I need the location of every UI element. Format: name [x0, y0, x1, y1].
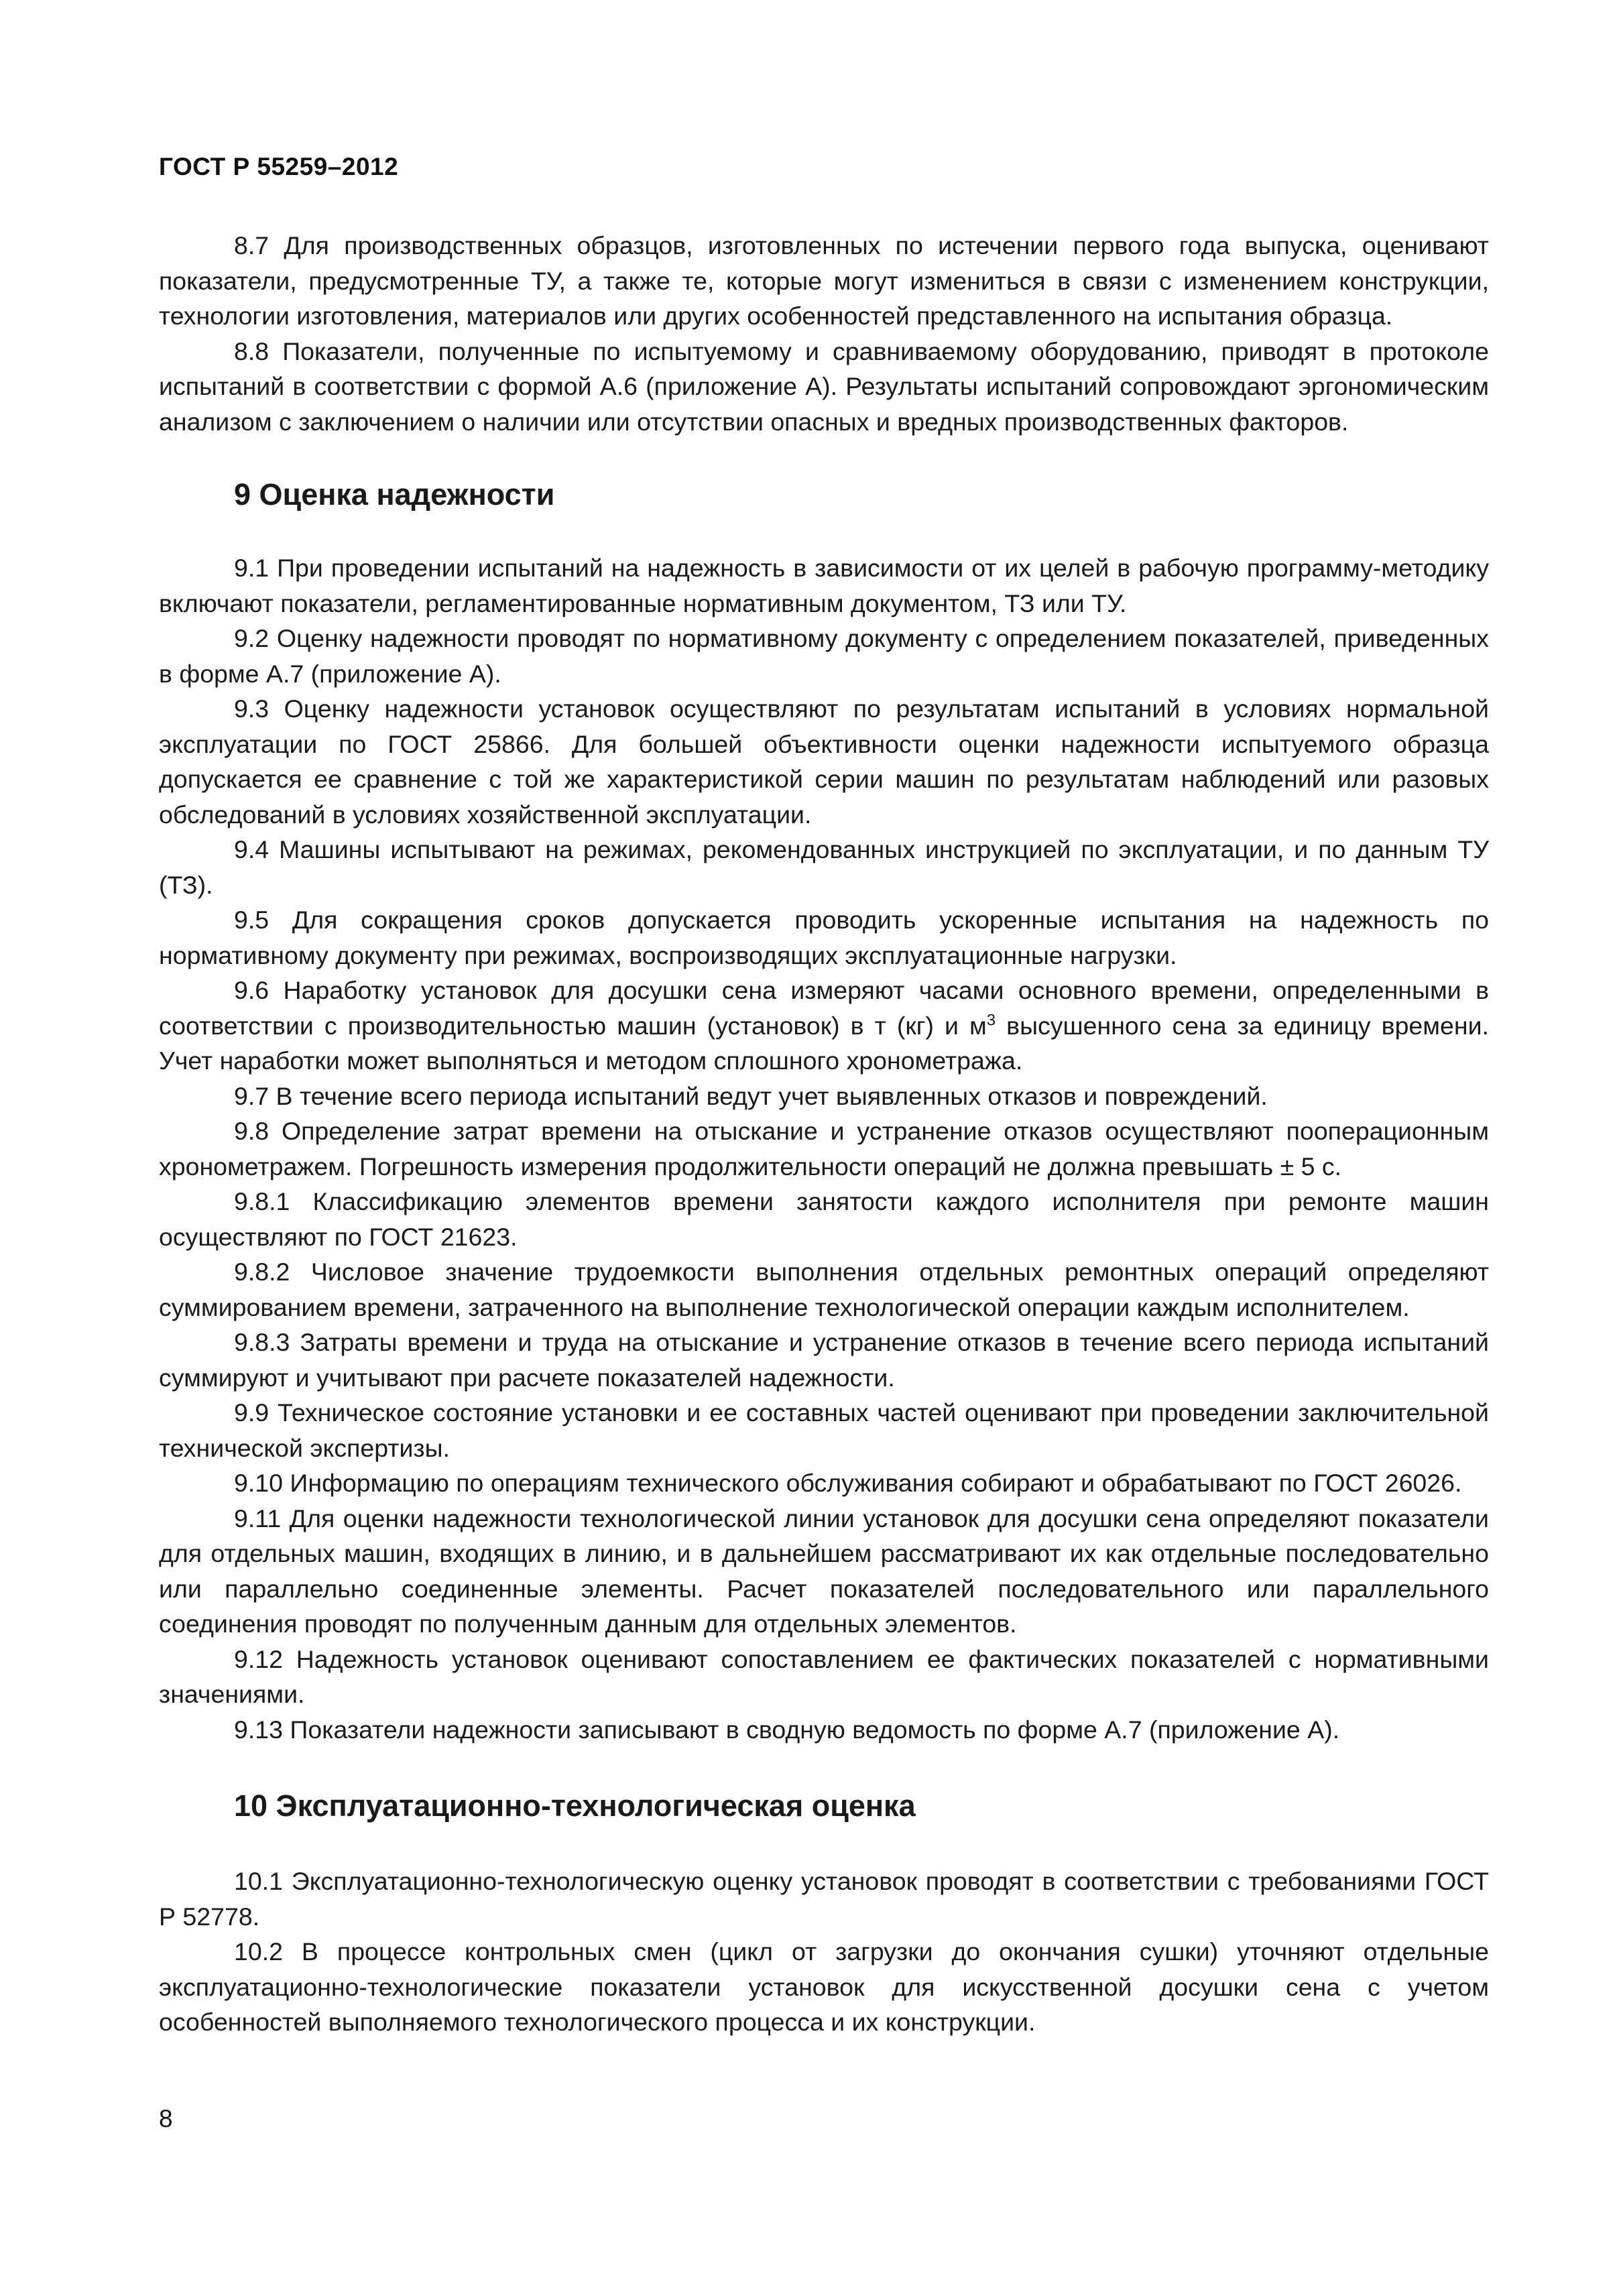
section-9-heading: 9 Оценка надежности [234, 477, 555, 511]
paragraph-9-12: 9.12 Надежность установок оценивают сопоставлением ее фактических показателей с нормативными значениями. [159, 1644, 1489, 1708]
paragraph-9-4: 9.4 Машины испытывают на режимах, рекомендованных инструкцией по эксплуатации, и по данным ТУ (ТЗ). [159, 835, 1489, 899]
paragraph-9-9: 9.9 Техническое состояние установки и ее составных частей оценивают при проведении заключительной технической экспертизы. [159, 1398, 1489, 1462]
paragraph-9-6 [159, 973, 1489, 1079]
paragraph-9-6-text-start: 9.6 Наработку установок для досушки сена измеряют часами основного времени, определенными в соответствии с производительностью машин (установок) в т (кг) и м [159, 976, 1489, 1040]
paragraph-9-8-3: 9.8.3 Затраты времени и труда на отыскание и устранение отказов в течение всего периода испытаний суммируют и учитывают при расчете показателей надежности. [159, 1328, 1489, 1392]
paragraph-9-13: 9.13 Показатели надежности записывают в сводную ведомость по форме А.7 (приложение А). [234, 1715, 1340, 1744]
cubic-superscript: 3 [986, 1011, 996, 1029]
section-10-heading: 10 Эксплуатационно-технологическая оценка [234, 1789, 916, 1823]
paragraph-9-8-1: 9.8.1 Классификацию элементов времени занятости каждого исполнителя при ремонте машин осуществляют по ГОСТ 21623. [159, 1187, 1489, 1251]
paragraph-10-2: 10.2 В процессе контрольных смен (цикл от загрузки до окончания сушки) уточняют отдельные эксплуатационно-технологические показатели установок для искусственной досушки сена с учетом особенностей выполняемого технологического процесса и их конструкции. [159, 1937, 1489, 2036]
paragraph-9-6-text-end: высушенного сена за единицу времени. Учет наработки может выполняться и методом сплошного хронометража. [159, 1011, 1489, 1075]
paragraph-8-7: 8.7 Для производственных образцов, изготовленных по истечении первого года выпуска, оценивают показатели, предусмотренные ТУ, а также те, которые могут измениться в связи с изменением конструкции, технологии изготовления, материалов или других особенностей представленного на испытания образца. [159, 231, 1489, 330]
paragraph-9-3: 9.3 Оценку надежности установок осуществляют по результатам испытаний в условиях нормальной эксплуатации по ГОСТ 25866. Для большей объективности оценки надежности испытуемого образца допускается ее сравнение с той же характеристикой серии машин по результатам наблюдений или разовых обследований в условиях хозяйственной эксплуатации. [159, 694, 1489, 829]
document-code-header: ГОСТ Р 55259–2012 [159, 153, 399, 180]
page-number: 8 [159, 2105, 173, 2132]
paragraph-9-2: 9.2 Оценку надежности проводят по нормативному документу с определением показателей, приведенных в форме А.7 (приложение А). [159, 624, 1489, 688]
paragraph-9-8-2: 9.8.2 Числовое значение трудоемкости выполнения отдельных ремонтных операций определяют суммированием времени, затраченного на выполнение технологической операции каждым исполнителем. [159, 1258, 1489, 1321]
paragraph-9-8: 9.8 Определение затрат времени на отыскание и устранение отказов осуществляют пооперационным хронометражем. Погрешность измерения продолжительности операций не должна превышать ± 5 с. [159, 1117, 1489, 1181]
paragraph-9-10: 9.10 Информацию по операциям технического обслуживания собирают и обрабатывают по ГОСТ 26026. [234, 1469, 1462, 1497]
paragraph-9-1: 9.1 При проведении испытаний на надежность в зависимости от их целей в рабочую программу-методику включают показатели, регламентированные нормативным документом, ТЗ или ТУ. [159, 554, 1489, 617]
paragraph-9-11: 9.11 Для оценки надежности технологической линии установок для досушки сена определяют показатели для отдельных машин, входящих в линию, и в дальнейшем рассматривают их как отдельные последовательно или параллельно соединенные элементы. Расчет показателей последовательного или параллельного соединения проводят по полученным данным для отдельных элементов. [159, 1504, 1489, 1638]
paragraph-9-7: 9.7 В течение всего периода испытаний ведут учет выявленных отказов и повреждений. [234, 1081, 1268, 1110]
paragraph-10-1: 10.1 Эксплуатационно-технологическую оценку установок проводят в соответствии с требованиями ГОСТ Р 52778. [159, 1867, 1489, 1931]
page-content [159, 228, 1489, 2040]
paragraph-8-8: 8.8 Показатели, полученные по испытуемому и сравниваемому оборудованию, приводят в протоколе испытаний в соответствии с формой А.6 (приложение А). Результаты испытаний сопровождают эргономическим анализом с заключением о наличии или отсутствии опасных и вредных производственных факторов. [159, 337, 1489, 436]
paragraph-9-5: 9.5 Для сокращения сроков допускается проводить ускоренные испытания на надежность по нормативному документу при режимах, воспроизводящих эксплуатационные нагрузки. [159, 906, 1489, 969]
